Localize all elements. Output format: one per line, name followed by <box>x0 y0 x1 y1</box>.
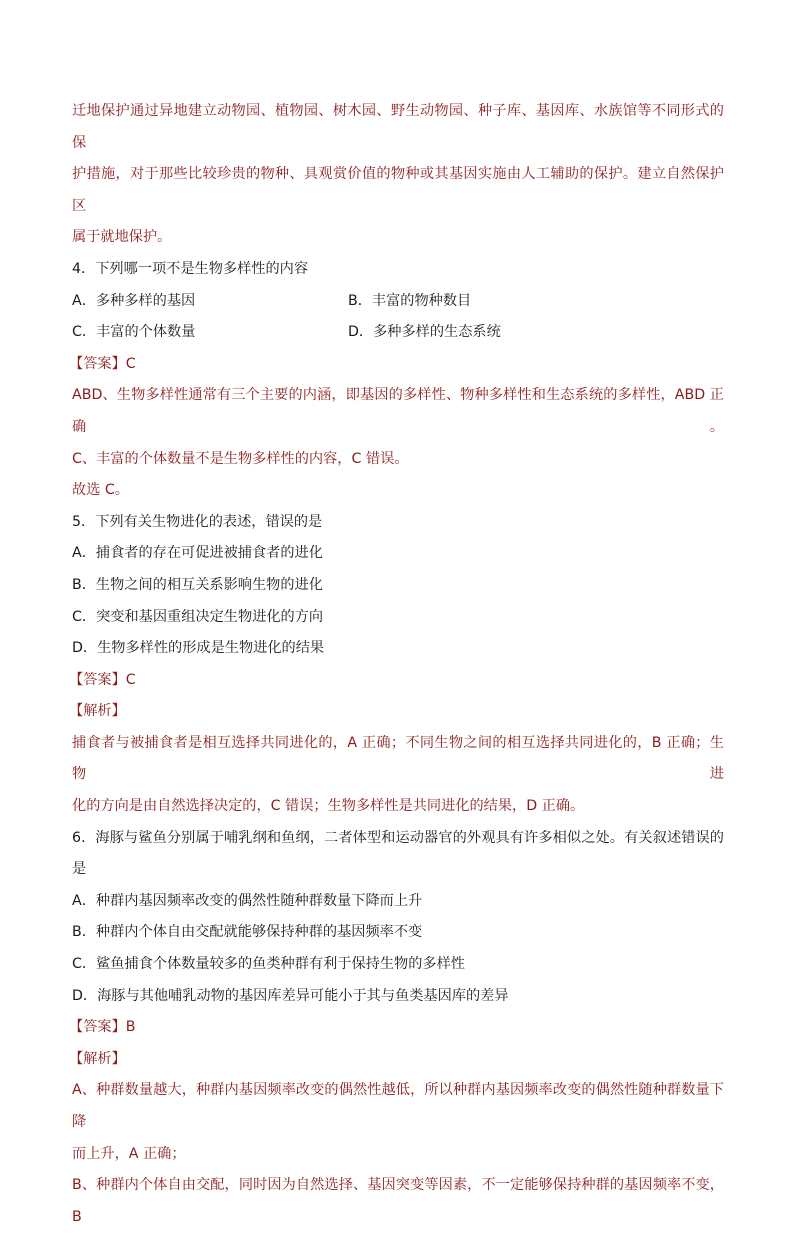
q6-stem: 6．海豚与鲨鱼分别属于哺乳纲和鱼纲，二者体型和运动器官的外观具有许多相似之处。有关叙述错误的是 <box>72 829 724 878</box>
q5-option-a: A．捕食者的存在可促进被捕食者的进化 <box>72 545 323 562</box>
q5-option-b: B．生物之间的相互关系影响生物的进化 <box>72 576 323 593</box>
q5-explanation-1: 捕食者与被捕食者是相互选择共同进化的，A 正确；不同生物之间的相互选择共同进化的，B 正确；生物进 <box>72 734 724 783</box>
q6-explanation-3: B、种群内个体自由交配，同时因为自然选择、基因突变等因素，不一定能够保持种群的基因频率不变，B <box>72 1177 724 1225</box>
q6-explanation-2: 而上升，A 正确； <box>72 1145 186 1162</box>
q4-options-row-2 <box>72 317 724 349</box>
q6-answer: 【答案】B <box>69 1019 136 1036</box>
q4-stem: 4．下列哪一项不是生物多样性的内容 <box>72 260 309 277</box>
q5-analysis-label: 【解析】 <box>69 703 126 720</box>
q4-answer: 【答案】C <box>69 355 136 372</box>
q4-option-d: D．多种多样的生态系统 <box>348 324 501 341</box>
q6-analysis-label: 【解析】 <box>69 1050 126 1067</box>
q5-option-c: C．突变和基因重组决定生物进化的方向 <box>72 608 324 625</box>
q5-answer: 【答案】C <box>69 671 136 688</box>
q6-option-d: D．海豚与其他哺乳动物的基因库差异可能小于其与鱼类基因库的差异 <box>72 987 509 1004</box>
q4-option-a: A．多种多样的基因 <box>72 292 196 309</box>
q6-explanation-1: A、种群数量越大，种群内基因频率改变的偶然性越低，所以种群内基因频率改变的偶然性随种群数量下降 <box>72 1082 724 1130</box>
q4-option-c: C．丰富的个体数量 <box>72 324 196 341</box>
q4-option-b: B．丰富的物种数目 <box>348 292 472 309</box>
q6-option-b: B．种群内个体自由交配就能够保持种群的基因频率不变 <box>72 924 423 941</box>
q4-explanation-1: ABD、生物多样性通常有三个主要的内涵，即基因的多样性、物种多样性和生态系统的多样性，ABD 正确。 <box>72 387 724 435</box>
q5-option-d: D．生物多样性的形成是生物进化的结果 <box>72 640 325 657</box>
document-page <box>69 96 724 1233</box>
intro-line-2: 护措施，对于那些比较珍贵的物种、具观赏价值的物种或其基因实施由人工辅助的保护。建立自然保护区 <box>72 166 724 214</box>
q4-explanation-3: 故选 C。 <box>72 482 129 499</box>
q4-options-row-1 <box>72 286 724 318</box>
q5-explanation-2: 化的方向是由自然选择决定的，C 错误；生物多样性是共同进化的结果，D 正确。 <box>72 798 585 815</box>
q5-stem: 5．下列有关生物进化的表述，错误的是 <box>72 513 323 530</box>
q6-option-a: A．种群内基因频率改变的偶然性随种群数量下降而上升 <box>72 892 423 909</box>
q6-option-c: C．鲨鱼捕食个体数量较多的鱼类种群有利于保持生物的多样性 <box>72 956 465 973</box>
q4-explanation-2: C、丰富的个体数量不是生物多样性的内容，C 错误。 <box>72 450 409 467</box>
intro-line-3: 属于就地保护。 <box>72 229 172 246</box>
intro-line-1: 迁地保护通过异地建立动物园、植物园、树木园、野生动物园、种子库、基因库、水族馆等不同形式的保 <box>72 103 724 151</box>
